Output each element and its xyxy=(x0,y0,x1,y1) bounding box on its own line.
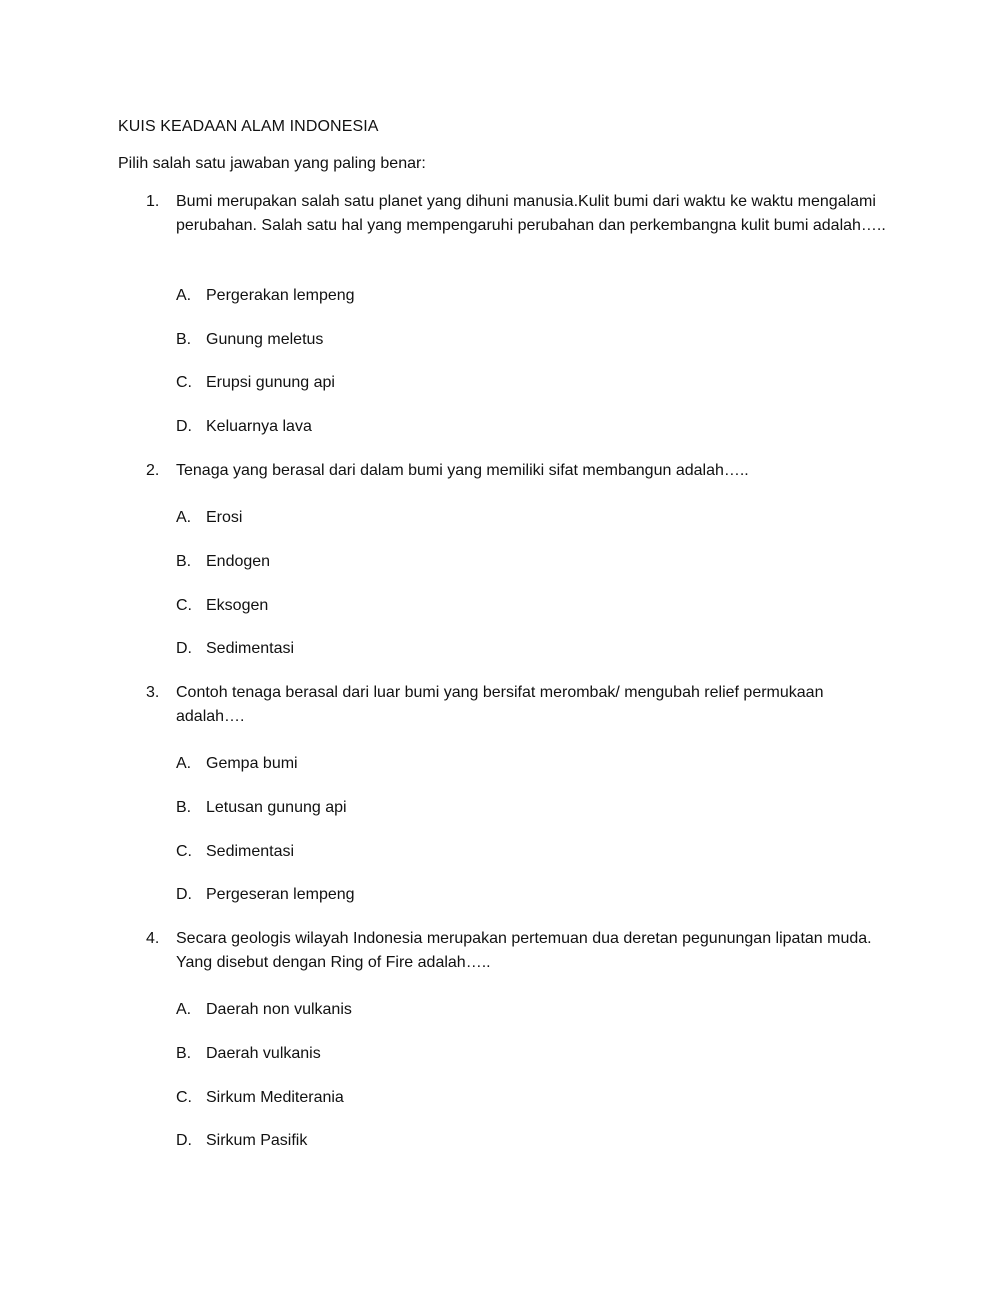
option-letter: D. xyxy=(176,1132,192,1149)
option-text: Daerah non vulkanis xyxy=(206,1001,352,1018)
option-text: Pergeseran lempeng xyxy=(206,886,355,903)
option-letter: C. xyxy=(176,1089,192,1106)
option-text: Pergerakan lempeng xyxy=(206,287,355,304)
option-3b[interactable] xyxy=(176,796,347,820)
option-text: Sedimentasi xyxy=(206,843,295,860)
option-3c[interactable] xyxy=(176,840,294,864)
question-text: Secara geologis wilayah Indonesia merupakan pertemuan dua deretan pegunungan lipatan muda. Yang disebut dengan Ring of Fire adalah….. xyxy=(176,930,872,971)
question-4 xyxy=(146,927,886,975)
option-text: Eksogen xyxy=(206,597,269,614)
instruction-text: Pilih salah satu jawaban yang paling benar: xyxy=(118,155,426,172)
option-letter: C. xyxy=(176,597,192,614)
question-number: 4. xyxy=(146,930,160,947)
option-letter: A. xyxy=(176,509,192,526)
option-text: Gunung meletus xyxy=(206,331,324,348)
question-text: Bumi merupakan salah satu planet yang dihuni manusia.Kulit bumi dari waktu ke waktu mengalami perubahan. Salah satu hal yang mempengaruhi perubahan dan perkembangna kulit bumi adalah….. xyxy=(176,193,886,234)
option-text: Sirkum Pasifik xyxy=(206,1132,308,1149)
question-2 xyxy=(146,459,886,483)
option-text: Gempa bumi xyxy=(206,755,298,772)
option-2b[interactable] xyxy=(176,550,270,574)
option-text: Keluarnya lava xyxy=(206,418,312,435)
option-text: Erupsi gunung api xyxy=(206,374,335,391)
option-text: Sedimentasi xyxy=(206,640,295,657)
option-4d[interactable] xyxy=(176,1129,307,1153)
option-2c[interactable] xyxy=(176,594,268,618)
option-letter: D. xyxy=(176,418,192,435)
question-number: 3. xyxy=(146,684,160,701)
option-4b[interactable] xyxy=(176,1042,321,1066)
question-3 xyxy=(146,681,886,729)
option-text: Endogen xyxy=(206,553,271,570)
option-letter: B. xyxy=(176,1045,192,1062)
question-text: Tenaga yang berasal dari dalam bumi yang memiliki sifat membangun adalah….. xyxy=(176,462,749,479)
option-letter: D. xyxy=(176,886,192,903)
option-3a[interactable] xyxy=(176,752,298,776)
option-2a[interactable] xyxy=(176,506,242,530)
option-text: Letusan gunung api xyxy=(206,799,347,816)
option-text: Erosi xyxy=(206,509,243,526)
option-text: Daerah vulkanis xyxy=(206,1045,321,1062)
question-number: 2. xyxy=(146,462,160,479)
option-letter: D. xyxy=(176,640,192,657)
option-4c[interactable] xyxy=(176,1086,344,1110)
option-letter: A. xyxy=(176,755,192,772)
option-2d[interactable] xyxy=(176,637,294,661)
option-1d[interactable] xyxy=(176,415,312,439)
option-text: Sirkum Mediterania xyxy=(206,1089,344,1106)
option-3d[interactable] xyxy=(176,883,355,907)
page-title: KUIS KEADAAN ALAM INDONESIA xyxy=(118,118,379,135)
question-text: Contoh tenaga berasal dari luar bumi yang bersifat merombak/ mengubah relief permukaan adalah…. xyxy=(176,684,824,725)
option-1a[interactable] xyxy=(176,284,355,308)
option-letter: A. xyxy=(176,287,192,304)
option-letter: B. xyxy=(176,799,192,816)
option-4a[interactable] xyxy=(176,998,352,1022)
option-letter: B. xyxy=(176,553,192,570)
option-letter: C. xyxy=(176,374,192,391)
option-1b[interactable] xyxy=(176,328,323,352)
option-letter: A. xyxy=(176,1001,192,1018)
option-1c[interactable] xyxy=(176,371,335,395)
option-letter: C. xyxy=(176,843,192,860)
question-number: 1. xyxy=(146,193,160,210)
option-letter: B. xyxy=(176,331,192,348)
question-1 xyxy=(146,190,886,238)
